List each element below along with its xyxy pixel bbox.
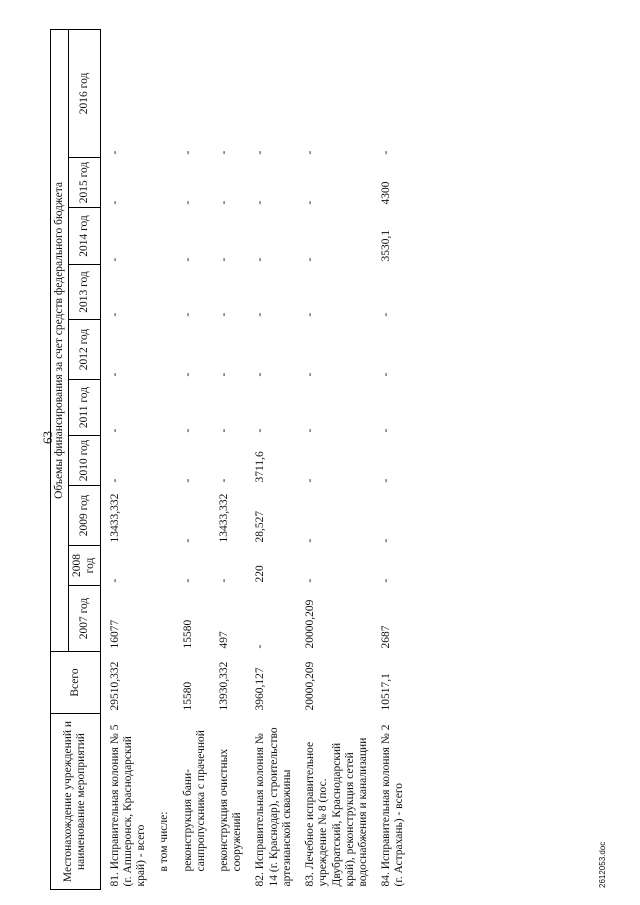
row-value: 13433,332 xyxy=(217,493,230,543)
row-value: - xyxy=(254,200,267,205)
row-value: - xyxy=(217,578,230,583)
row-value: - xyxy=(254,644,267,649)
row-value xyxy=(156,320,179,380)
row-value: - xyxy=(181,478,194,483)
row-value xyxy=(156,486,179,546)
row-value: - xyxy=(380,372,393,377)
row-value: - xyxy=(217,150,230,155)
row-value: - xyxy=(181,200,194,205)
row-value: - xyxy=(304,428,317,433)
row-value: 16077 xyxy=(108,619,121,649)
row-value: - xyxy=(304,200,317,205)
row-value: - xyxy=(108,312,121,317)
header-year: 2007 год xyxy=(69,586,100,652)
row-value: 15580 xyxy=(181,619,194,649)
header-year: 2010 год xyxy=(69,436,100,486)
row-value: - xyxy=(380,312,393,317)
row-value: - xyxy=(108,578,121,583)
row-value xyxy=(156,436,179,486)
row-value xyxy=(156,586,179,652)
row-total: 29510,332 xyxy=(108,661,121,711)
row-value: - xyxy=(108,200,121,205)
row-name: реконструкция бани-санпропускника с прачечной xyxy=(181,730,207,872)
row-value: - xyxy=(380,150,393,155)
row-value: - xyxy=(304,257,317,262)
header-total: Всего xyxy=(51,652,101,714)
row-name: реконструкция очистных сооружений xyxy=(217,748,244,872)
table-row xyxy=(180,29,216,889)
row-value: - xyxy=(380,428,393,433)
header-year: 2011 год xyxy=(69,380,100,436)
table-row xyxy=(252,29,302,889)
row-value: - xyxy=(217,372,230,377)
footer-doc-code: 2612053.doc xyxy=(598,841,607,888)
header-year: 2013 год xyxy=(69,265,100,320)
row-total xyxy=(156,652,179,714)
row-value xyxy=(156,546,179,586)
row-total: 15580 xyxy=(181,681,194,711)
row-value: - xyxy=(304,372,317,377)
header-year: 2009 год xyxy=(69,486,100,546)
table-row xyxy=(302,29,378,889)
row-value: - xyxy=(217,200,230,205)
row-value: - xyxy=(304,538,317,543)
table-row xyxy=(216,29,252,889)
row-value: - xyxy=(254,428,267,433)
row-value: - xyxy=(380,578,393,583)
row-value: - xyxy=(181,538,194,543)
row-value: - xyxy=(108,150,121,155)
row-value: - xyxy=(181,428,194,433)
row-value: - xyxy=(254,312,267,317)
table-body xyxy=(100,29,414,889)
financing-table xyxy=(50,29,415,890)
row-value: 497 xyxy=(217,631,230,649)
row-value: - xyxy=(254,372,267,377)
header-location: Местонахождение учреждений и наименование мероприятий xyxy=(51,714,101,890)
header-year: 2012 год xyxy=(69,320,100,380)
row-value: - xyxy=(217,257,230,262)
row-value xyxy=(156,29,179,157)
row-value xyxy=(156,380,179,436)
row-value: - xyxy=(380,538,393,543)
header-year: 2016 год xyxy=(69,29,100,157)
table-row xyxy=(378,29,414,889)
row-value xyxy=(156,208,179,265)
row-value: - xyxy=(108,372,121,377)
row-total: 20000,209 xyxy=(304,661,317,711)
row-value: - xyxy=(181,257,194,262)
page-number: 63 xyxy=(40,431,55,444)
row-value: 220 xyxy=(254,565,267,583)
row-value: - xyxy=(181,578,194,583)
row-value: - xyxy=(108,428,121,433)
row-value: - xyxy=(181,312,194,317)
row-value: - xyxy=(108,478,121,483)
header-year: 2014 год xyxy=(69,208,100,265)
header-year: 2008 год xyxy=(69,546,100,586)
row-value: - xyxy=(304,478,317,483)
row-value: - xyxy=(254,257,267,262)
row-value: 28,527 xyxy=(254,510,267,543)
row-value: - xyxy=(217,478,230,483)
row-value: - xyxy=(181,150,194,155)
rotated-table-container xyxy=(50,30,595,890)
row-name: в том числе: xyxy=(158,811,171,872)
row-value: - xyxy=(217,312,230,317)
row-value: - xyxy=(217,428,230,433)
row-value xyxy=(156,265,179,320)
header-year: 2015 год xyxy=(69,158,100,208)
row-name: 82. Исправительная колония № 14 (г. Краснодар), строительство артезианской скважины xyxy=(254,727,293,887)
row-value: 2687 xyxy=(380,625,393,649)
row-value: 20000,209 xyxy=(304,599,317,649)
row-name: 84. Исправительная колония № 2 (г. Астрахань) - всего xyxy=(380,724,406,887)
row-total: 13930,332 xyxy=(217,661,230,711)
row-value: - xyxy=(254,150,267,155)
table-row xyxy=(100,29,156,889)
row-value: - xyxy=(380,478,393,483)
row-value: 13433,332 xyxy=(108,493,121,543)
row-value: - xyxy=(108,257,121,262)
row-value: 3711,6 xyxy=(254,451,267,483)
row-total: 10517,1 xyxy=(380,673,393,711)
row-name: 83. Лечебное исправительное учреждение № 8 (пос. Двубратский, Краснодарский край), реконструкция сетей водоснабжения и канализации xyxy=(304,737,369,887)
row-value: - xyxy=(304,578,317,583)
row-value xyxy=(156,158,179,208)
row-value: 4300 xyxy=(380,181,393,205)
row-value: - xyxy=(181,372,194,377)
row-value: - xyxy=(304,150,317,155)
row-total: 3960,127 xyxy=(254,667,267,711)
row-value: - xyxy=(304,312,317,317)
row-value: 3530,1 xyxy=(380,229,393,262)
header-federal-group: Объемы финансирования за счет средств федерального бюджета xyxy=(51,29,69,651)
table-row xyxy=(156,29,179,889)
row-name: 81. Исправительная колония № 5 (г. Апшеронск, Краснодарский край) - всего xyxy=(108,724,148,887)
